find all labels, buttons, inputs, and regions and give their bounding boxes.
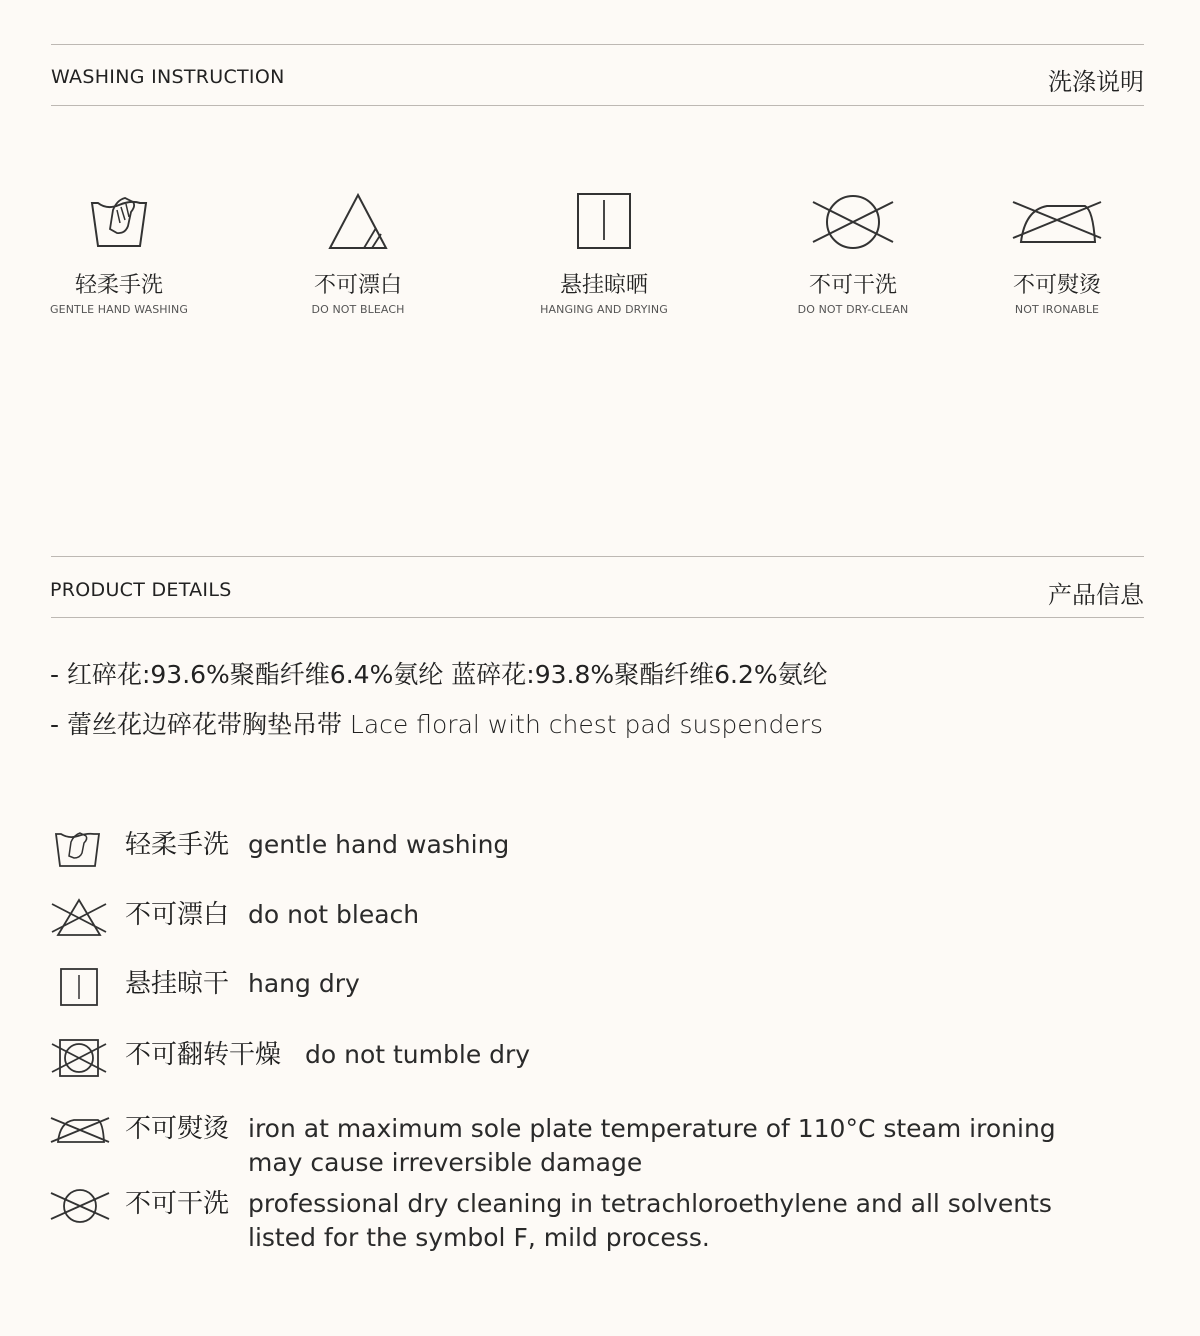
care-label-zh: 不可干洗 bbox=[125, 1189, 230, 1219]
symbol-hand-wash bbox=[19, 188, 219, 318]
care-label-en: gentle hand washing bbox=[248, 830, 510, 859]
care-label-zh: 不可漂白 bbox=[125, 900, 230, 930]
divider bbox=[51, 105, 1144, 106]
symbol-label-zh: 不可漂白 bbox=[313, 273, 402, 298]
care-label-en: hang dry bbox=[248, 969, 360, 998]
hang-dry-icon bbox=[50, 967, 106, 1007]
symbol-label-en: NOT IRONABLE bbox=[1014, 303, 1100, 316]
symbol-label-zh: 轻柔手洗 bbox=[74, 273, 163, 298]
care-label-zh: 悬挂晾干 bbox=[125, 969, 230, 999]
symbol-no-bleach bbox=[258, 188, 458, 318]
no-iron-icon bbox=[1011, 188, 1103, 252]
symbol-label-en: DO NOT DRY-CLEAN bbox=[797, 303, 909, 316]
care-label-zh: 轻柔手洗 bbox=[125, 830, 230, 860]
care-label-en-line2: may cause irreversible damage bbox=[248, 1148, 643, 1177]
detail-text-zh: 红碎花:93.6%聚酯纤维6.4%氨纶 蓝碎花:93.8%聚酯纤维6.2%氨纶 bbox=[66, 660, 828, 689]
care-label-en: do not bleach bbox=[248, 900, 420, 929]
no-dry-clean-icon bbox=[811, 188, 895, 252]
symbol-label-zh: 悬挂晾晒 bbox=[559, 273, 648, 298]
symbol-hang-dry bbox=[504, 188, 704, 318]
care-label-en-line2: listed for the symbol F, mild process. bbox=[248, 1223, 710, 1252]
hand-wash-icon bbox=[87, 188, 151, 252]
detail-style bbox=[50, 705, 823, 741]
divider bbox=[51, 44, 1144, 45]
care-label-en: professional dry cleaning in tetrachloroethylene and all solvents bbox=[248, 1189, 1052, 1218]
care-label-zh: 不可翻转干燥 bbox=[125, 1040, 282, 1070]
symbol-label-zh: 不可干洗 bbox=[808, 273, 897, 298]
divider bbox=[51, 556, 1144, 557]
detail-material bbox=[50, 655, 828, 691]
detail-prefix: - bbox=[50, 660, 67, 689]
hang-dry-icon bbox=[572, 188, 636, 252]
symbol-label-zh: 不可熨烫 bbox=[1012, 273, 1101, 298]
product-title-zh: 产品信息 bbox=[1048, 581, 1144, 609]
no-bleach-icon bbox=[50, 898, 108, 938]
symbol-no-iron bbox=[957, 188, 1157, 318]
washing-title-zh: 洗涤说明 bbox=[1048, 68, 1144, 96]
no-bleach-icon bbox=[326, 188, 390, 252]
detail-text-zh: 蕾丝花边碎花带胸垫吊带 bbox=[66, 710, 342, 739]
washing-title-en: WASHING INSTRUCTION bbox=[51, 66, 285, 88]
symbol-no-dry-clean bbox=[753, 188, 953, 318]
symbol-label-en: HANGING AND DRYING bbox=[540, 303, 668, 316]
no-iron-icon bbox=[50, 1112, 110, 1148]
hand-wash-icon bbox=[50, 828, 106, 872]
no-tumble-dry-icon bbox=[50, 1038, 108, 1078]
symbol-label-en: GENTLE HAND WASHING bbox=[50, 303, 188, 316]
detail-prefix: - bbox=[50, 710, 67, 739]
care-label-zh: 不可熨烫 bbox=[125, 1114, 230, 1144]
care-label-en: do not tumble dry bbox=[305, 1040, 531, 1069]
product-title-en: PRODUCT DETAILS bbox=[50, 579, 232, 601]
detail-text-en: Lace floral with chest pad suspenders bbox=[341, 710, 824, 739]
symbol-label-en: DO NOT BLEACH bbox=[311, 303, 405, 316]
no-dry-clean-icon bbox=[50, 1187, 110, 1225]
care-label-en: iron at maximum sole plate temperature of 110°C steam ironing bbox=[248, 1114, 1056, 1143]
divider bbox=[51, 617, 1144, 618]
